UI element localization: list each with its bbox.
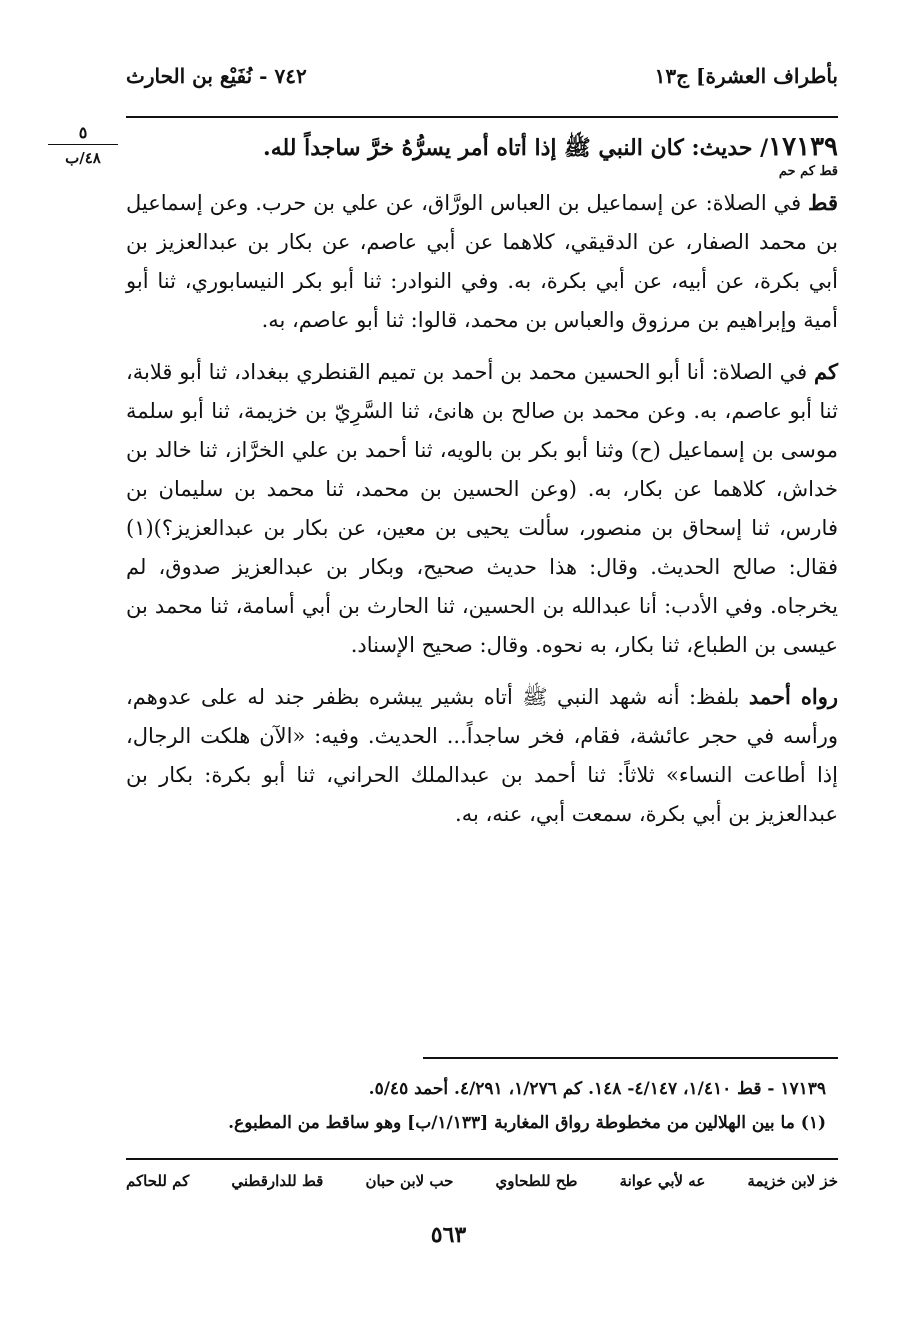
abbreviation-item: طح للطحاوي xyxy=(495,1172,578,1190)
hadith-number: ١٧١٣٩ xyxy=(768,132,838,162)
footnote-sources: ١٧١٣٩ - قط ١/٤١٠، ٤/١٤٧- ١٤٨. كم ١/٢٧٦، ٤/٢٩١. أحمد ٥/٤٥. xyxy=(368,1079,826,1099)
header-book-title: بأطراف العشرة] ج١٣ xyxy=(654,64,838,88)
running-header xyxy=(126,58,838,98)
manuscript-folio-ref: ٤٨/ب xyxy=(48,144,118,169)
header-chapter-title: ٧٤٢ - نُفَيْع بن الحارث xyxy=(126,64,307,88)
footnote-1: (١) ما بين الهلالين من مخطوطة رواق المغاربة [١/١٣٣/ب] وهو ساقط من المطبوع. xyxy=(228,1113,826,1133)
abbreviation-item: حب لابن حبان xyxy=(365,1172,454,1190)
paragraph-text: بلفظ: أنه شهد النبي ﷺ أتاه بشير يبشره بظفر جند له على عدوهم، ورأسه في حجر عائشة، فقام، فخر ساجداً... الحديث. وفيه: «الآن هلكت الرجال، إذا أطاعت النساء» ثلاثاً: ثنا أحمد بن عبدالملك الحراني، ثنا أبو بكرة: بكار بن عبدالعزيز بن أبي بكرة، سمعت أبي، عنه، به. xyxy=(126,685,838,826)
paragraph-hakim xyxy=(126,352,838,665)
paragraph-lead: رواه أحمد xyxy=(748,684,838,709)
margin-note xyxy=(48,122,118,169)
header-divider xyxy=(126,116,838,118)
hadith-title-text: / حديث: كان النبي ﷺ إذا أتاه أمر يسرُّهُ خرَّ ساجداً لله. xyxy=(263,135,769,161)
abbreviations-key xyxy=(126,1172,838,1190)
page-number: ٥٦٣ xyxy=(430,1222,467,1248)
abbreviation-item: قط للدارقطني xyxy=(231,1172,324,1190)
paragraph-lead: قط xyxy=(808,190,838,215)
paragraph-lead: كم xyxy=(814,359,838,384)
paragraph-text: في الصلاة: عن إسماعيل بن العباس الورَّاق، عن علي بن حرب. وعن إسماعيل بن محمد الصفار، عن الدقيقي، كلاهما عن أبي عاصم، عن بكار بن عبدالعزيز بن أبي بكرة، عن أبيه، عن أبي بكرة، به. وفي النوادر: ثنا أبو بكر النيسابوري، ثنا أبو أمية وإبراهيم بن مرزوق والعباس بن محمد، قالوا: ثنا أبو عاصم، به. xyxy=(126,191,838,332)
margin-mark: ٥ xyxy=(78,123,88,142)
paragraph-ahmad xyxy=(126,677,838,834)
footnote-divider xyxy=(423,1057,838,1059)
abbreviation-item: عه لأبي عوانة xyxy=(619,1172,706,1190)
paragraph-text: في الصلاة: أنا أبو الحسين محمد بن أحمد بن تميم القنطري ببغداد، ثنا أبو قلابة، ثنا أبو عاصم، به. وعن محمد بن صالح بن هانئ، ثنا السَّرِيّ بن خزيمة، ثنا أبو سلمة موسى بن إسماعيل (ح) وثنا أبو بكر بن بالويه، ثنا أحمد بن علي الخرَّاز، ثنا خالد بن خداش، كلاهما عن بكار، به. (وعن الحسين بن محمد، ثنا محمد بن سليمان بن فارس، ثنا إسحاق بن منصور، سألت يحيى بن معين، عن بكار بن عبدالعزيز؟)(١) فقال: صالح الحديث. وقال: هذا حديث صحيح، وبكار بن عبدالعزيز صدوق، لم يخرجاه. وفي الأدب: أنا عبدالله بن الحسين، ثنا الحارث بن أبي أسامة، ثنا محمد بن عيسى بن الطباع، ثنا بكار، به نحوه. وقال: صحيح الإسناد. xyxy=(126,360,838,657)
hadith-heading xyxy=(126,130,838,165)
abbreviations-divider xyxy=(126,1158,838,1160)
footnotes xyxy=(126,1072,826,1140)
hadith-sigla: قط كم حم xyxy=(778,164,838,179)
main-text xyxy=(126,130,838,846)
paragraph-daraqutni xyxy=(126,183,838,340)
abbreviation-item: كم للحاكم xyxy=(126,1172,190,1190)
abbreviation-item: خز لابن خزيمة xyxy=(747,1172,838,1190)
